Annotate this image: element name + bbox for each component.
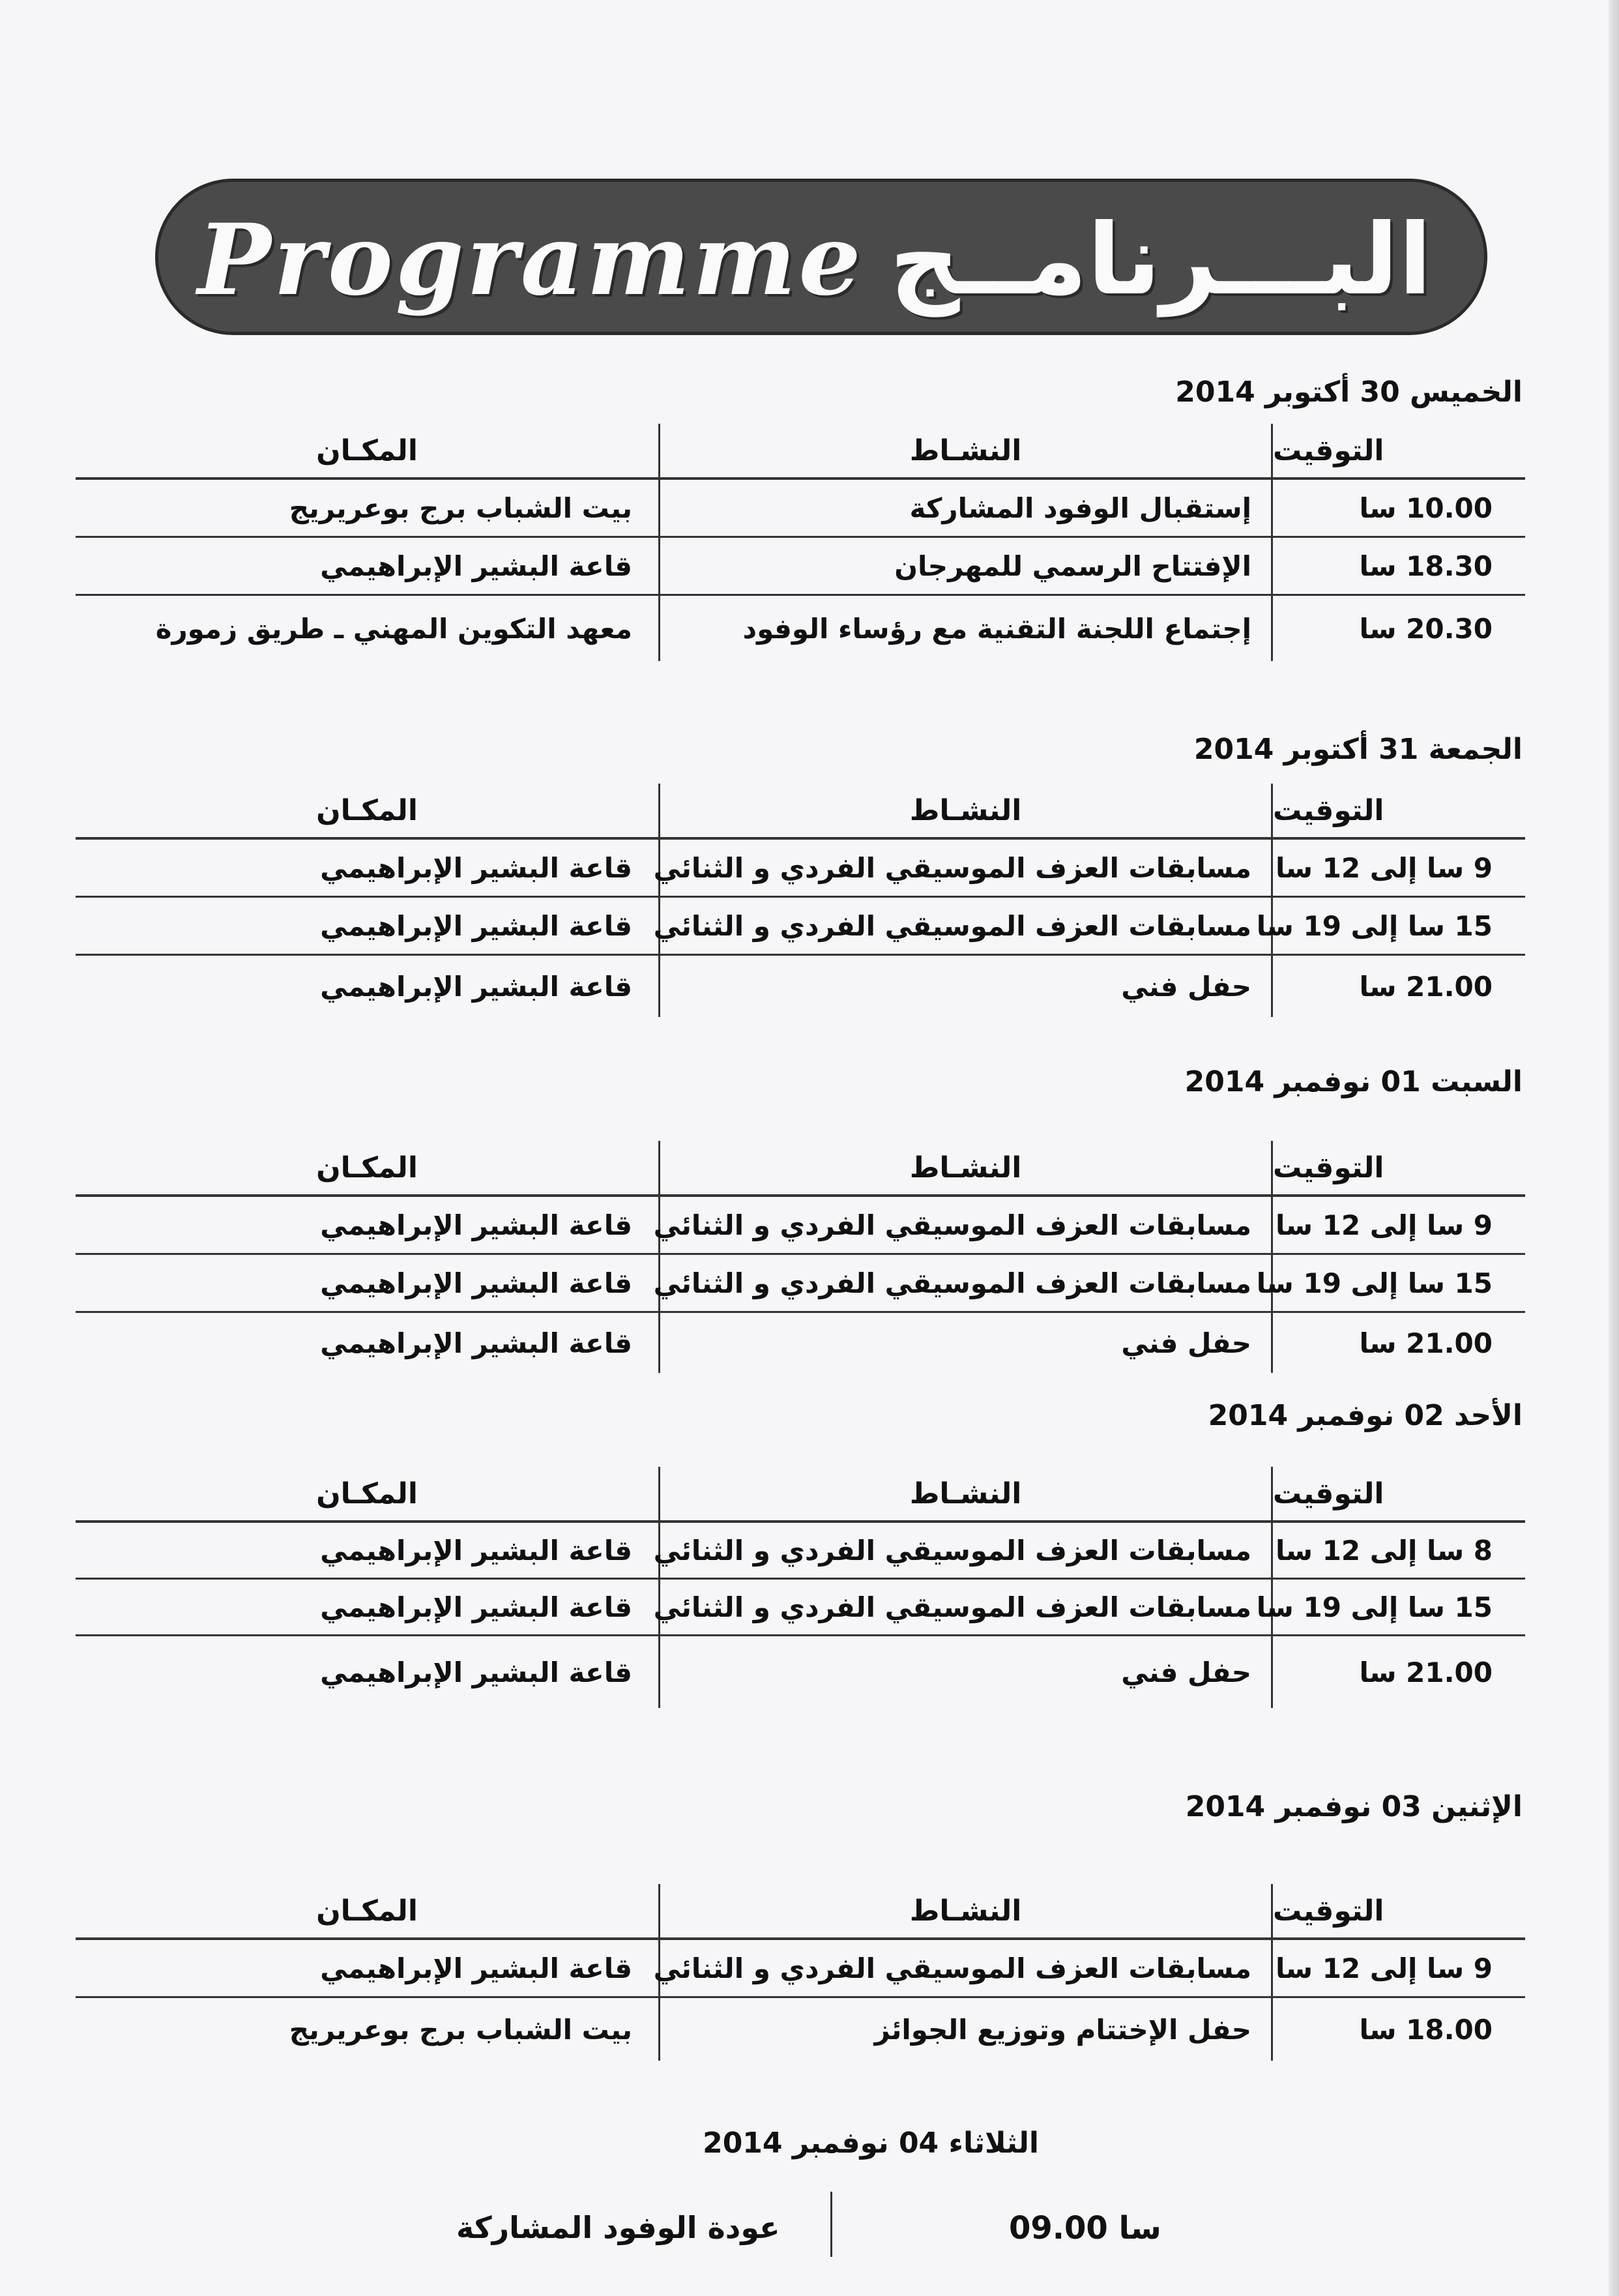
activity-cell: مسابقات العزف الموسيقي الفردي و الثنائي	[658, 1940, 1271, 1996]
table-header	[76, 1141, 1525, 1197]
final-activity: عودة الوفود المشاركة	[456, 2210, 780, 2245]
place-cell: قاعة البشير الإبراهيمي	[320, 1591, 632, 1623]
schedule-table	[76, 784, 1525, 1017]
programme-banner	[155, 179, 1487, 335]
activity-cell: إستقبال الوفود المشاركة	[658, 480, 1271, 536]
page-edge-shadow	[1609, 0, 1619, 2296]
activity-cell: حفل فني	[658, 1636, 1271, 1708]
time-cell: 21.00 سا	[1271, 1636, 1525, 1708]
place-column-header: المكـان	[316, 793, 418, 827]
table-row	[76, 1313, 1525, 1373]
time-cell: 9 سا إلى 12 سا	[1271, 840, 1525, 896]
place-cell: قاعة البشير الإبراهيمي	[320, 1534, 632, 1567]
schedule-table	[76, 1884, 1525, 2061]
activity-column-header: النشـاط	[658, 784, 1271, 837]
day-heading: الجمعة 31 أكتوبر 2014	[1193, 733, 1523, 766]
day-heading: الإثنين 03 نوفمبر 2014	[1185, 1790, 1523, 1823]
banner-latin-title: Programme	[197, 203, 864, 317]
place-cell: قاعة البشير الإبراهيمي	[320, 909, 632, 942]
day-heading: الثلاثاء 04 نوفمبر 2014	[703, 2127, 1039, 2160]
table-row	[76, 1580, 1525, 1636]
final-divider	[830, 2192, 832, 2257]
table-header	[76, 1467, 1525, 1523]
day-heading: الخميس 30 أكتوبر 2014	[1175, 375, 1523, 409]
place-cell: بيت الشباب برج بوعريريج	[289, 2013, 632, 2046]
table-header	[76, 1884, 1525, 1940]
time-cell: 9 سا إلى 12 سا	[1271, 1197, 1525, 1253]
place-column-header: المكـان	[316, 1894, 418, 1928]
place-column-header: المكـان	[316, 1477, 418, 1510]
activity-cell: مسابقات العزف الموسيقي الفردي و الثنائي	[658, 1197, 1271, 1253]
day-heading: الأحد 02 نوفمبر 2014	[1208, 1399, 1523, 1432]
time-column-header: التوقيت	[1271, 784, 1525, 837]
table-row	[76, 1636, 1525, 1708]
table-row	[76, 1940, 1525, 1998]
time-cell: 18.00 سا	[1271, 1998, 1525, 2061]
time-cell: 15 سا إلى 19 سا	[1271, 1255, 1525, 1311]
place-cell: قاعة البشير الإبراهيمي	[320, 851, 632, 884]
table-row	[76, 1523, 1525, 1580]
time-cell: 10.00 سا	[1271, 480, 1525, 536]
place-cell: قاعة البشير الإبراهيمي	[320, 970, 632, 1003]
time-cell: 8 سا إلى 12 سا	[1271, 1523, 1525, 1578]
time-cell: 20.30 سا	[1271, 596, 1525, 661]
table-header	[76, 784, 1525, 840]
activity-cell: مسابقات العزف الموسيقي الفردي و الثنائي	[658, 840, 1271, 896]
place-cell: قاعة البشير الإبراهيمي	[320, 1656, 632, 1688]
time-column-header: التوقيت	[1271, 1467, 1525, 1520]
place-cell: معهد التكوين المهني ـ طريق زمورة	[155, 612, 632, 645]
activity-cell: إجتماع اللجنة التقنية مع رؤساء الوفود	[658, 596, 1271, 661]
place-column-header: المكـان	[316, 434, 418, 467]
place-cell: قاعة البشير الإبراهيمي	[320, 1267, 632, 1299]
table-row	[76, 1197, 1525, 1255]
table-row	[76, 596, 1525, 661]
time-column-header: التوقيت	[1271, 1884, 1525, 1937]
place-cell: بيت الشباب برج بوعريريج	[289, 492, 632, 524]
table-row	[76, 538, 1525, 596]
place-column-header: المكـان	[316, 1151, 418, 1185]
table-row	[76, 956, 1525, 1017]
time-cell: 21.00 سا	[1271, 1313, 1525, 1373]
table-row	[76, 480, 1525, 538]
activity-cell: مسابقات العزف الموسيقي الفردي و الثنائي	[658, 898, 1271, 954]
schedule-table	[76, 424, 1525, 661]
activity-cell: مسابقات العزف الموسيقي الفردي و الثنائي	[658, 1580, 1271, 1634]
time-column-header: التوقيت	[1271, 1141, 1525, 1194]
final-time: 09.00 سا	[1009, 2210, 1161, 2246]
time-cell: 15 سا إلى 19 سا	[1271, 1580, 1525, 1634]
table-row	[76, 1255, 1525, 1313]
activity-cell: حفل الإختتام وتوزيع الجوائز	[658, 1998, 1271, 2061]
schedule-table	[76, 1141, 1525, 1373]
activity-cell: الإفتتاح الرسمي للمهرجان	[658, 538, 1271, 594]
activity-cell: حفل فني	[658, 1313, 1271, 1373]
activity-column-header: النشـاط	[658, 1884, 1271, 1937]
time-cell: 21.00 سا	[1271, 956, 1525, 1017]
activity-column-header: النشـاط	[658, 1141, 1271, 1194]
time-column-header: التوقيت	[1271, 424, 1525, 477]
activity-cell: مسابقات العزف الموسيقي الفردي و الثنائي	[658, 1255, 1271, 1311]
place-cell: قاعة البشير الإبراهيمي	[320, 1952, 632, 1984]
schedule-table	[76, 1467, 1525, 1708]
activity-column-header: النشـاط	[658, 1467, 1271, 1520]
activity-cell: حفل فني	[658, 956, 1271, 1017]
time-cell: 9 سا إلى 12 سا	[1271, 1940, 1525, 1996]
table-row	[76, 898, 1525, 956]
activity-cell: مسابقات العزف الموسيقي الفردي و الثنائي	[658, 1523, 1271, 1578]
table-header	[76, 424, 1525, 480]
time-cell: 18.30 سا	[1271, 538, 1525, 594]
day-heading: السبت 01 نوفمبر 2014	[1184, 1065, 1523, 1098]
place-cell: قاعة البشير الإبراهيمي	[320, 1327, 632, 1359]
activity-column-header: النشـاط	[658, 424, 1271, 477]
table-row	[76, 840, 1525, 898]
place-cell: قاعة البشير الإبراهيمي	[320, 550, 632, 582]
table-row	[76, 1998, 1525, 2061]
time-cell: 15 سا إلى 19 سا	[1271, 898, 1525, 954]
place-cell: قاعة البشير الإبراهيمي	[320, 1209, 632, 1241]
banner-arabic-title: البـــرنامــج	[889, 203, 1432, 317]
